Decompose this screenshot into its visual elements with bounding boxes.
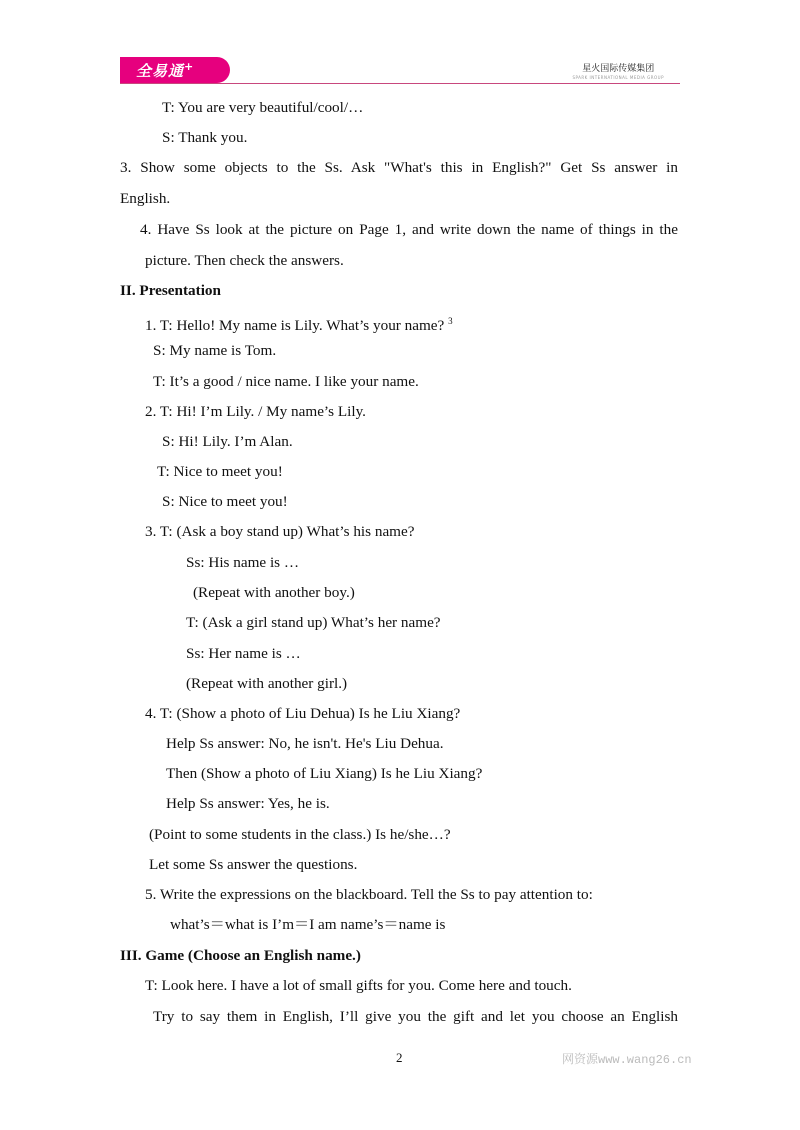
text-line: S: Thank you.	[162, 129, 248, 146]
page-number: 2	[396, 1050, 403, 1065]
text-line: (Repeat with another girl.)	[186, 675, 348, 692]
text-line: T: Look here. I have a lot of small gifts for you. Come here and touch.	[145, 977, 572, 994]
text-line: Let some Ss answer the questions.	[149, 856, 358, 873]
text-line: (Repeat with another boy.)	[193, 584, 355, 601]
text-line: 5. Write the expressions on the blackboard. Tell the Ss to pay attention to:	[145, 886, 593, 903]
text-line: 1. T: Hello! My name is Lily. What’s your name? $^3$	[145, 316, 453, 334]
text-line: T: It’s a good / nice name. I like your name.	[153, 373, 419, 390]
brand-name: 星火国际传媒集团 SPARK INTERNATIONAL MEDIA GROUP	[572, 64, 664, 80]
text-line: S: Nice to meet you!	[162, 493, 288, 510]
text-line: 3. T: (Ask a boy stand up) What’s his name?	[145, 523, 415, 540]
logo-text: 全易通+	[136, 60, 195, 80]
text-line: 3. Show some objects to the Ss. Ask "What's this in English?" Get Ss answer in	[120, 159, 678, 176]
text-line: what’s＝what is I’m＝I am name’s＝name is	[170, 916, 446, 933]
text-line: 4. Have Ss look at the picture on Page 1, and write down the name of things in the	[140, 221, 678, 238]
text-line: Help Ss answer: Yes, he is.	[166, 795, 330, 812]
text-line: Help Ss answer: No, he isn't. He's Liu Dehua.	[166, 735, 444, 752]
section-heading: III. Game (Choose an English name.)	[120, 947, 361, 964]
text-line: T: You are very beautiful/cool/…	[162, 99, 364, 116]
page-header	[120, 55, 680, 85]
text-line: (Point to some students in the class.) Is he/she…?	[149, 826, 451, 843]
header-divider	[120, 83, 680, 84]
text-line: 2. T: Hi! I’m Lily. / My name’s Lily.	[145, 403, 366, 420]
logo	[120, 57, 230, 83]
brand-subtitle: SPARK INTERNATIONAL MEDIA GROUP	[572, 75, 664, 80]
watermark: 网资源www.wang26.cn	[562, 1053, 692, 1067]
text-line: English.	[120, 190, 171, 207]
text-line: S: Hi! Lily. I’m Alan.	[162, 433, 293, 450]
text-line: T: (Ask a girl stand up) What’s her name?	[186, 614, 441, 631]
text-line: Try to say them in English, I’ll give you the gift and let you choose an English	[153, 1008, 678, 1025]
text-line: Then (Show a photo of Liu Xiang) Is he Liu Xiang?	[166, 765, 483, 782]
section-heading: II. Presentation	[120, 282, 221, 299]
footnote-marker: 3	[448, 316, 453, 326]
text-line: S: My name is Tom.	[153, 342, 277, 359]
text-line: 4. T: (Show a photo of Liu Dehua) Is he Liu Xiang?	[145, 705, 461, 722]
text-line: Ss: Her name is …	[186, 645, 301, 662]
text-line: T: Nice to meet you!	[157, 463, 283, 480]
text-line: Ss: His name is …	[186, 554, 300, 571]
text-line: picture. Then check the answers.	[145, 252, 344, 269]
